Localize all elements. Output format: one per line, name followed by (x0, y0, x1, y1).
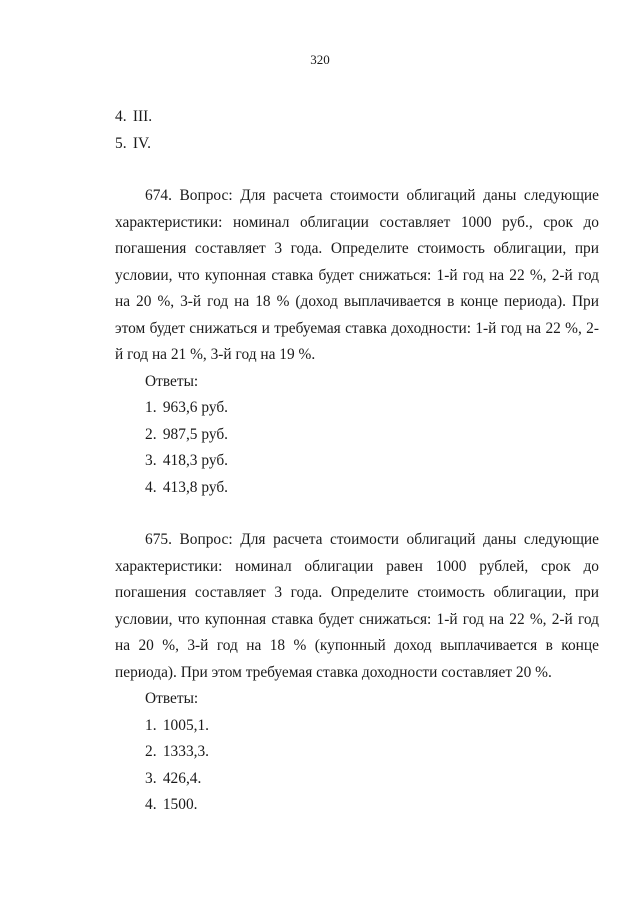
page-number: 320 (310, 52, 330, 67)
answer-text: 963,6 руб. (162, 399, 228, 416)
answer-option (145, 475, 599, 502)
answer-number: 3. (145, 452, 157, 469)
answers-label: Ответы: (145, 690, 199, 707)
answer-text: 426,4. (162, 769, 202, 787)
answer-number: 5. (115, 134, 127, 152)
answer-number: 3. (145, 769, 157, 787)
question-674 (115, 183, 599, 501)
answer-number: 1. (145, 716, 157, 734)
answer-text: III. (132, 108, 153, 125)
answer-text: IV. (132, 134, 151, 152)
answer-option (145, 792, 599, 819)
answer-number: 4. (115, 108, 127, 125)
answer-text: 413,8 руб. (162, 478, 228, 496)
answer-option (115, 104, 599, 131)
question-text: 675. Вопрос: Для расчета стоимости облигаций даны следующие характеристики: номинал облигации равен 1000 рублей, срок до погашения составляет 3 года. Определите стоимость облигации, при условии, что купонная ставка будет снижаться: 1-й год на 22 %, 2-й год на 20 %, 3-й год на 18 % (купонный доход выплачивается в конце периода). При этом требуемая ставка доходности составляет 20 %. (115, 531, 599, 681)
question-text: 674. Вопрос: Для расчета стоимости облигаций даны следующие характеристики: номинал облигации составляет 1000 руб., срок до погашения составляет 3 года. Определите стоимость облигации, при условии, что купонная ставка будет снижаться: 1-й год на 22 %, 2-й год на 20 %, 3-й год на 18 % (доход выплачивается в конце периода). При этом будет снижаться и требуемая ставка доходности: 1-й год на 22 %, 2-й год на 21 %, 3-й год на 19 %. (115, 187, 599, 363)
answer-number: 4. (145, 478, 157, 496)
answer-text: 1005,1. (162, 716, 210, 734)
answer-text: 1333,3. (162, 743, 210, 760)
answer-number: 4. (145, 796, 157, 813)
answer-list (115, 395, 599, 501)
answer-option (115, 131, 599, 158)
answers-label: Ответы: (145, 372, 199, 390)
answer-text: 418,3 руб. (162, 452, 228, 469)
answer-option (145, 395, 599, 422)
answer-list (115, 713, 599, 819)
answer-option (145, 448, 599, 475)
page-content (115, 104, 599, 845)
answer-text: 987,5 руб. (162, 425, 228, 443)
answer-text: 1500. (162, 796, 198, 813)
question-675 (115, 527, 599, 819)
answer-option (145, 713, 599, 740)
answer-option (145, 766, 599, 793)
answer-number: 2. (145, 425, 157, 443)
answer-option (145, 422, 599, 449)
answer-number: 1. (145, 399, 157, 416)
previous-answers (115, 104, 599, 157)
answer-number: 2. (145, 743, 157, 760)
answer-option (145, 739, 599, 766)
